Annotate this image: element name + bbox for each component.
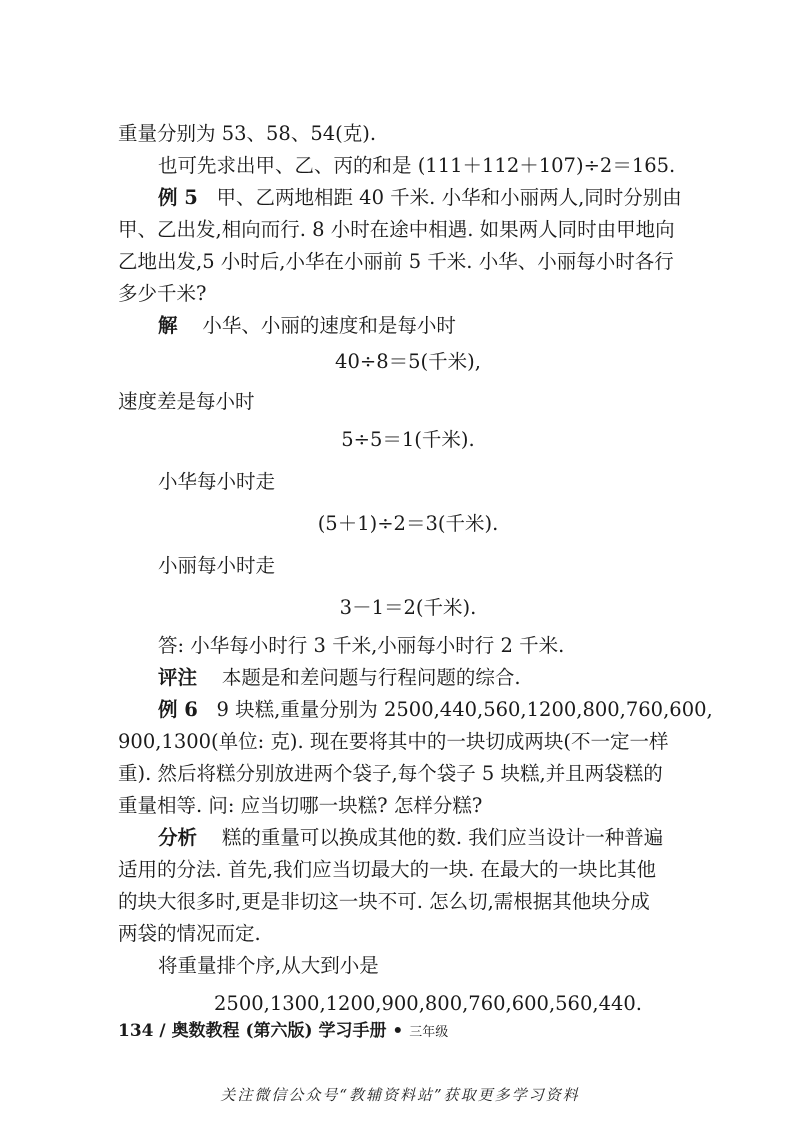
text-span: 本题是和差问题与行程问题的综合. <box>221 666 521 689</box>
answer-line: 答: 小华每小时行 3 千米,小丽每小时行 2 千米. <box>158 634 565 657</box>
text-line: 重量相等. 问: 应当切哪一块糕? 怎样分糕? <box>118 794 483 817</box>
comment-label: 评注 <box>158 666 198 689</box>
example-5-label: 例 5 <box>158 186 198 209</box>
page-footer <box>118 1016 718 1041</box>
equation: 5÷5＝1(千米). <box>341 428 475 451</box>
example-6-line <box>158 696 738 724</box>
text-span: 9 块糕,重量分别为 2500,440,560,1200,800,760,600, <box>216 698 713 721</box>
text-span: 甲、乙两地相距 40 千米. 小华和小丽两人,同时分别由 <box>216 186 682 209</box>
text-line: 乙地出发,5 小时后,小华在小丽前 5 千米. 小华、小丽每小时各行 <box>118 250 674 273</box>
text-line: 900,1300(单位: 克). 现在要将其中的一块切成两块(不一定一样 <box>118 730 669 753</box>
text-line: 重量分别为 53、58、54(克). <box>118 122 377 145</box>
equation: 40÷8＝5(千米), <box>335 350 481 373</box>
text-line: 多少千米? <box>118 282 207 305</box>
text-line: 也可先求出甲、乙、丙的和是 (111＋112＋107)÷2＝165. <box>158 154 676 177</box>
text-line: 两袋的情况而定. <box>118 922 261 945</box>
text-span: 小华、小丽的速度和是每小时 <box>202 314 456 337</box>
text-line: 的块大很多时,更是非切这一块不可. 怎么切,需根据其他块分成 <box>118 890 650 913</box>
text-span: 糕的重量可以换成其他的数. 我们应当设计一种普遍 <box>221 826 664 849</box>
text-line: 小丽每小时走 <box>158 554 276 577</box>
text-line: 重). 然后将糕分别放进两个袋子,每个袋子 5 块糕,并且两袋糕的 <box>118 762 663 785</box>
text-line: 将重量排个序,从大到小是 <box>158 954 379 977</box>
grade-label: 三年级 <box>409 1025 449 1040</box>
example-6-label: 例 6 <box>158 698 198 721</box>
equation: (5＋1)÷2＝3(千米). <box>317 512 499 535</box>
equation: 2500,1300,1200,900,800,760,600,560,440. <box>214 992 642 1015</box>
analysis-line <box>158 824 738 852</box>
footer-separator: / <box>159 1021 166 1041</box>
text-line: 速度差是每小时 <box>118 390 255 413</box>
solution-label: 解 <box>158 314 178 337</box>
watermark: 关注微信公众号“教辅资料站”获取更多学习资料 <box>220 1086 580 1104</box>
text-line: 甲、乙出发,相向而行. 8 小时在途中相遇. 如果两人同时由甲地向 <box>118 218 675 241</box>
example-5-line <box>158 184 738 212</box>
analysis-label: 分析 <box>158 826 198 849</box>
text-line: 适用的分法. 首先,我们应当切最大的一块. 在最大的一块比其他 <box>118 858 656 881</box>
comment-line <box>158 664 738 692</box>
text-line: 小华每小时走 <box>158 470 276 493</box>
equation: 3－1＝2(千米). <box>339 596 477 619</box>
book-title: 奥数教程 (第六版) 学习手册 • <box>171 1021 404 1041</box>
solution-line <box>158 312 738 340</box>
page-number: 134 <box>118 1021 154 1041</box>
